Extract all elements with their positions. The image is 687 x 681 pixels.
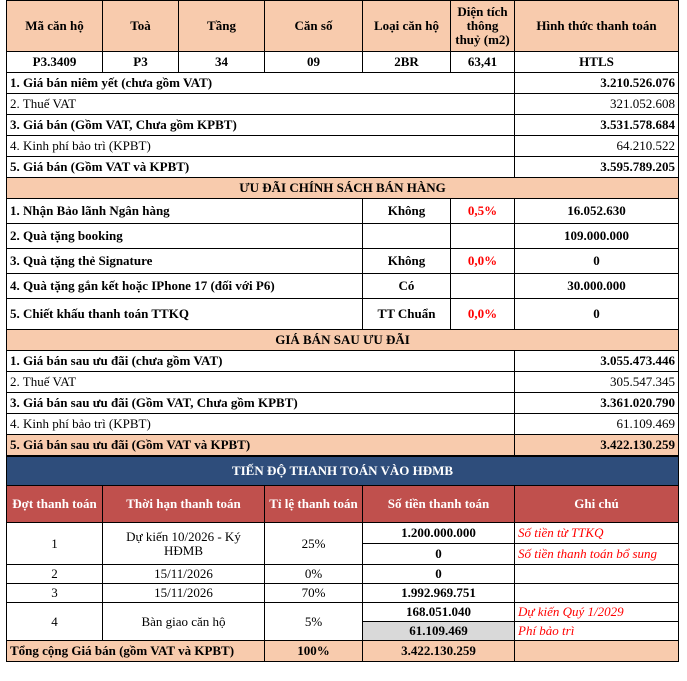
policy-rate (451, 224, 515, 249)
value-payment: HTLS (515, 52, 679, 73)
price-label: 2. Thuế VAT (7, 94, 515, 115)
after-label: 3. Giá bán sau ưu đãi (Gồm VAT, Chưa gồm KPBT) (7, 393, 515, 414)
header-col-unit-no: Căn số (265, 1, 363, 52)
schedule-header-row (7, 486, 679, 523)
policy-rate: 0,0% (451, 249, 515, 274)
total-rate: 100% (265, 641, 363, 662)
price-label: 1. Giá bán niêm yết (chưa gồm VAT) (7, 73, 515, 94)
schedule-row (7, 584, 679, 603)
policy-row (7, 299, 679, 330)
installment-amount: 1.992.969.751 (363, 584, 515, 603)
installment-term: 15/11/2026 (103, 565, 265, 584)
header-col-unit: Mã căn hộ (7, 1, 103, 52)
after-label: 2. Thuế VAT (7, 372, 515, 393)
price-row (7, 94, 679, 115)
schedule-total-row (7, 641, 679, 662)
policy-option: TT Chuẩn (363, 299, 451, 330)
installment-no: 4 (7, 603, 103, 641)
schedule-col-note: Ghi chú (515, 486, 679, 523)
policy-row (7, 249, 679, 274)
policy-row (7, 199, 679, 224)
installment-term: 15/11/2026 (103, 584, 265, 603)
price-value: 64.210.522 (515, 136, 679, 157)
after-row (7, 435, 679, 456)
after-row (7, 372, 679, 393)
policy-label: 1. Nhận Bảo lãnh Ngân hàng (7, 199, 363, 224)
installment-rate: 0% (265, 565, 363, 584)
installment-amount: 1.200.000.000 (363, 523, 515, 544)
price-label: 4. Kinh phí bảo trì (KPBT) (7, 136, 515, 157)
policy-option: Có (363, 274, 451, 299)
installment-amount: 0 (363, 544, 515, 565)
policy-rate: 0,0% (451, 299, 515, 330)
schedule-col-term: Thời hạn thanh toán (103, 486, 265, 523)
schedule-col-amount: Số tiền thanh toán (363, 486, 515, 523)
value-type: 2BR (363, 52, 451, 73)
installment-term: Dự kiến 10/2026 - Ký HĐMB (103, 523, 265, 565)
schedule-section-header (7, 457, 679, 486)
schedule-col-installment: Đợt thanh toán (7, 486, 103, 523)
price-value: 3.531.578.684 (515, 115, 679, 136)
policy-title: ƯU ĐÃI CHÍNH SÁCH BÁN HÀNG (7, 178, 679, 199)
policy-value: 16.052.630 (515, 199, 679, 224)
after-value: 3.361.020.790 (515, 393, 679, 414)
header-col-area: Diện tích thông thuỷ (m2) (451, 1, 515, 52)
header-row (7, 1, 679, 52)
policy-rate (451, 274, 515, 299)
after-row (7, 393, 679, 414)
price-row (7, 157, 679, 178)
price-value: 3.595.789.205 (515, 157, 679, 178)
installment-note: Số tiền từ TTKQ (515, 523, 679, 544)
price-label: 5. Giá bán (Gồm VAT và KPBT) (7, 157, 515, 178)
header-col-tower: Toà (103, 1, 179, 52)
policy-option: Không (363, 199, 451, 224)
header-col-floor: Tầng (179, 1, 265, 52)
installment-amount: 0 (363, 565, 515, 584)
installment-note (515, 565, 679, 584)
after-row (7, 414, 679, 435)
installment-no: 1 (7, 523, 103, 565)
policy-value: 0 (515, 299, 679, 330)
after-label: 1. Giá bán sau ưu đãi (chưa gồm VAT) (7, 351, 515, 372)
policy-label: 2. Quà tặng booking (7, 224, 363, 249)
after-label: 4. Kinh phí bảo trì (KPBT) (7, 414, 515, 435)
value-unit-no: 09 (265, 52, 363, 73)
after-title: GIÁ BÁN SAU ƯU ĐÃI (7, 330, 679, 351)
policy-label: 4. Quà tặng gắn kết hoặc IPhone 17 (đối với P6) (7, 274, 363, 299)
installment-no: 2 (7, 565, 103, 584)
value-unit: P3.3409 (7, 52, 103, 73)
value-tower: P3 (103, 52, 179, 73)
after-value: 3.422.130.259 (515, 435, 679, 456)
installment-rate: 25% (265, 523, 363, 565)
value-area: 63,41 (451, 52, 515, 73)
installment-note: Dự kiến Quý 1/2029 (515, 603, 679, 622)
installment-rate: 70% (265, 584, 363, 603)
total-label: Tổng cộng Giá bán (gồm VAT và KPBT) (7, 641, 265, 662)
policy-option: Không (363, 249, 451, 274)
price-row (7, 115, 679, 136)
schedule-row (7, 523, 679, 544)
price-label: 3. Giá bán (Gồm VAT, Chưa gồm KPBT) (7, 115, 515, 136)
policy-value: 0 (515, 249, 679, 274)
policy-row (7, 274, 679, 299)
policy-value: 109.000.000 (515, 224, 679, 249)
header-values-row (7, 52, 679, 73)
price-value: 3.210.526.076 (515, 73, 679, 94)
schedule-row (7, 565, 679, 584)
policy-row (7, 224, 679, 249)
maintenance-fee-amount: 61.109.469 (363, 622, 515, 641)
after-row (7, 351, 679, 372)
policy-rate: 0,5% (451, 199, 515, 224)
installment-no: 3 (7, 584, 103, 603)
after-value: 3.055.473.446 (515, 351, 679, 372)
value-floor: 34 (179, 52, 265, 73)
installment-note: Số tiền thanh toán bổ sung (515, 544, 679, 565)
schedule-title: TIẾN ĐỘ THANH TOÁN VÀO HĐMB (7, 457, 679, 486)
total-note (515, 641, 679, 662)
price-row (7, 136, 679, 157)
price-table (6, 0, 679, 456)
policy-label: 3. Quà tặng thẻ Signature (7, 249, 363, 274)
total-amount: 3.422.130.259 (363, 641, 515, 662)
after-value: 61.109.469 (515, 414, 679, 435)
schedule-table (6, 456, 679, 662)
price-row (7, 73, 679, 94)
policy-section-header (7, 178, 679, 199)
installment-amount: 168.051.040 (363, 603, 515, 622)
header-col-payment: Hình thức thanh toán (515, 1, 679, 52)
header-col-type: Loại căn hộ (363, 1, 451, 52)
after-value: 305.547.345 (515, 372, 679, 393)
after-section-header (7, 330, 679, 351)
policy-label: 5. Chiết khấu thanh toán TTKQ (7, 299, 363, 330)
installment-rate: 5% (265, 603, 363, 641)
installment-note (515, 584, 679, 603)
installment-term: Bàn giao căn hộ (103, 603, 265, 641)
after-label: 5. Giá bán sau ưu đãi (Gồm VAT và KPBT) (7, 435, 515, 456)
policy-value: 30.000.000 (515, 274, 679, 299)
price-value: 321.052.608 (515, 94, 679, 115)
schedule-row (7, 603, 679, 622)
installment-note: Phí bảo trì (515, 622, 679, 641)
policy-option (363, 224, 451, 249)
schedule-col-rate: Tỉ lệ thanh toán (265, 486, 363, 523)
